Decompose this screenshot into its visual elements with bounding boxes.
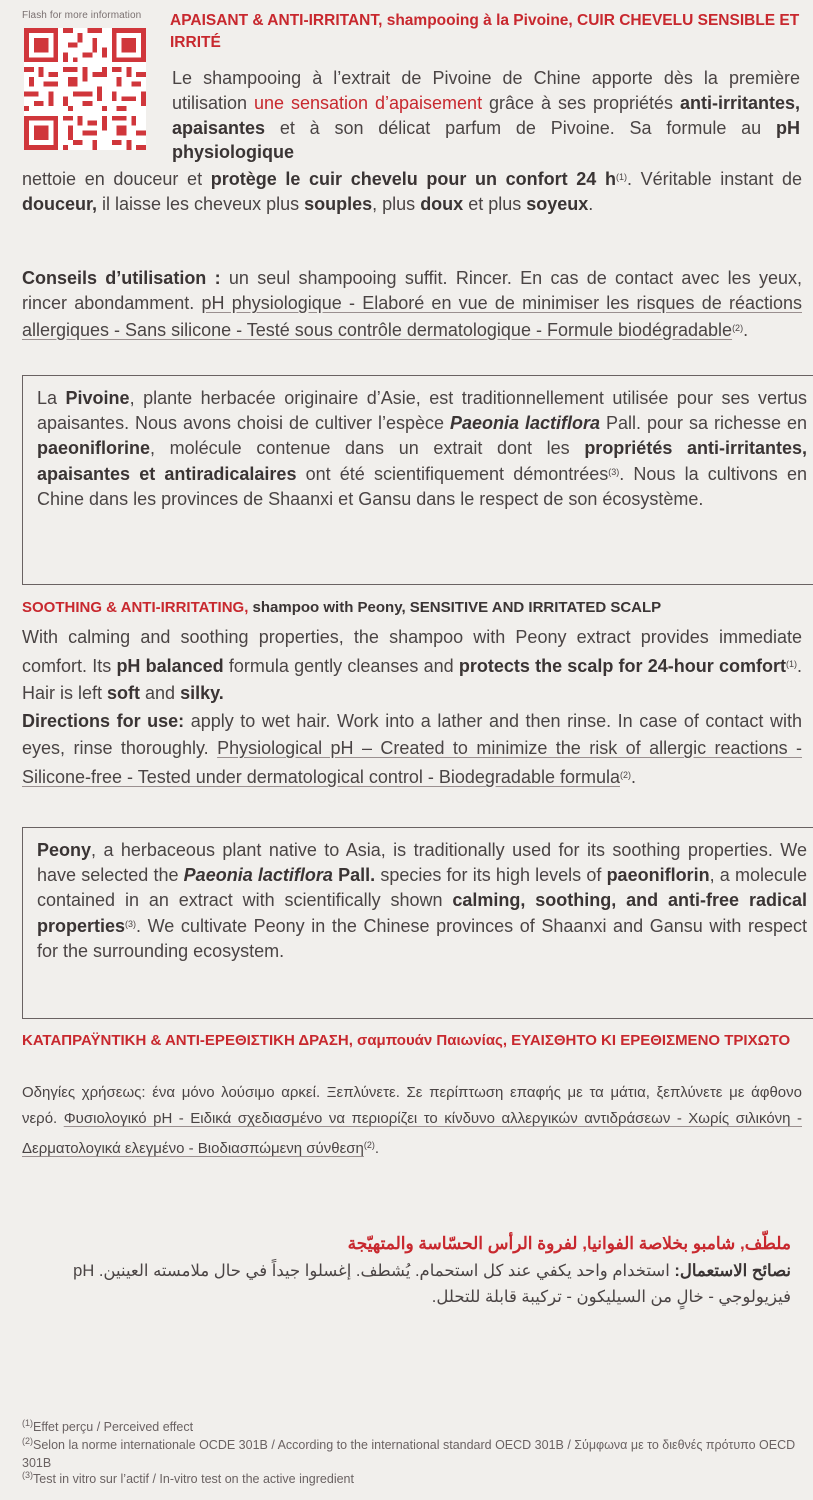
ar-heading: ملطّف, شامبو بخلاصة الفوانيا, لفروة الرأس الحسّاسة والمتهيّجة — [347, 1234, 791, 1253]
en-heading: SOOTHING & ANTI-IRRITATING, shampoo with Peony, SENSITIVE AND IRRITATED SCALP — [22, 599, 662, 616]
footnote-1: $^{(1)}$Effet perçu / Perceived effect — [22, 1418, 194, 1434]
fr-usage-advice: Conseils d’utilisation : un seul shampooing suffit. Rincer. En cas de contact avec les yeux, rincer abondamment. pH physiologique - Elaboré en vue de minimiser les risques de réactions allergiques - Sans silicone - Testé sous contrôle dermatologique - Formule biodégradable$^{(2)}$. — [22, 268, 803, 340]
en-peony-box: Peony, a herbaceous plant native to Asia, is traditionally used for its soothing properties. We have selected the Paeonia lactiflora Pall. species for its high levels of paeoniflorin, a molecule contained in an extract with scientifically shown calming, soothing, and anti-free radical properties$^{(3)}$. We cultivate Peony in the Chinese provinces of Shaanxi and Gansu with respect for the surrounding ecosystem. — [22, 827, 813, 1019]
qr-code[interactable] — [24, 28, 146, 150]
ar-body: نصائح الاستعمال: استخدام واحد يكفي عند كل استحمام. يُشطف. إغسلوا جيداً في حال ملامسته العينين. pH فيزيولوجي - خالٍ من السيليكون - تركيبة قابلة للتحلل. — [73, 1262, 791, 1306]
en-body: With calming and soothing properties, the shampoo with Peony extract provides immediate comfort. Its pH balanced formula gently cleanses and protects the scalp for 24-hour comfort$^{(1)}$. Hair is left soft and silky. Directions for use: apply to wet hair. Work into a lather and then rinse. In case of contact with eyes, rinse thoroughly. Physiological pH – Created to minimize the risk of allergic reactions - Silicone-free - Tested under dermatological control - Biodegradable formula$^{(2)}$. — [22, 627, 803, 788]
fr-intro-continued: nettoie en douceur et protège le cuir chevelu pour un confort 24 $h^{(1)}$. Véritable instant de douceur, il laisse les cheveux plus souples, plus doux et plus soyeux. — [22, 169, 802, 214]
fr-intro: Le shampooing à l’extrait de Pivoine de Chine apporte dès la première utilisation une sensation d’apaisement grâce à ses propriétés anti-irritantes, apaisantes et à son délicat parfum de Pivoine. Sa formule au pH physiologique — [172, 68, 800, 163]
fr-peony-box: La Pivoine, plante herbacée originaire d’Asie, est traditionnellement utilisée pour ses vertus apaisantes. Nous avons choisi de cultiver l’espèce Paeonia lactiflora Pall. pour sa richesse en paeoniflorine, molécule contenue dans un extrait dont les propriétés anti-irritantes, apaisantes et antiradicalaires ont été scientifiquement démontrées$^{(3)}$. Nous la cultivons en Chine dans les provinces de Shaanxi et Gansu dans le respect de son écosystème. — [22, 375, 813, 585]
fr-heading: APAISANT & ANTI-IRRITANT, shampooing à la Pivoine, CUIR CHEVELU SENSIBLE ET IRRITÉ — [170, 12, 800, 51]
en-directions-label: Directions for use: — [22, 710, 185, 731]
footnote-2: $^{(2)}$Selon la norme internationale OCDE 301B / According to the international standard OECD 301B / Σύμφωνα με το διεθνές πρότυπο OECD 301B — [22, 1436, 796, 1470]
qr-caption: Flash for more information — [22, 10, 142, 21]
footnote-3: $^{(3)}$Test in vitro sur l’actif / In-vitro test on the active ingredient — [22, 1470, 354, 1486]
gr-heading: ΚΑΤΑΠΡΑΫΝΤΙΚΗ & ΑΝΤΙ-ΕΡΕΘΙΣΤΙΚΗ ΔΡΑΣΗ, σαμπουάν Παιωνίας, ΕΥΑΙΣΘΗΤΟ ΚΙ ΕΡΕΘΙΣΜΕΝΟ ΤΡΙΧΩΤΟ — [22, 1032, 791, 1049]
gr-body: Οδηγίες χρήσεως: ένα μόνο λούσιμο αρκεί. Ξεπλύνετε. Σε περίπτωση επαφής με τα μάτια, ξεπλύνετε με άφθονο νερό. Φυσιολογικό pH - Ειδικά σχεδιασμένο να περιορίζει το κίνδυνο αλλεργικών αντιδράσεων - Χωρίς σιλικόνη - Δερματολογικά ελεγμένο - Βιοδιασπώμενη σύνθεση$^{(2)}$. — [22, 1084, 802, 1157]
fr-usage-label: Conseils d’utilisation : — [22, 268, 221, 288]
